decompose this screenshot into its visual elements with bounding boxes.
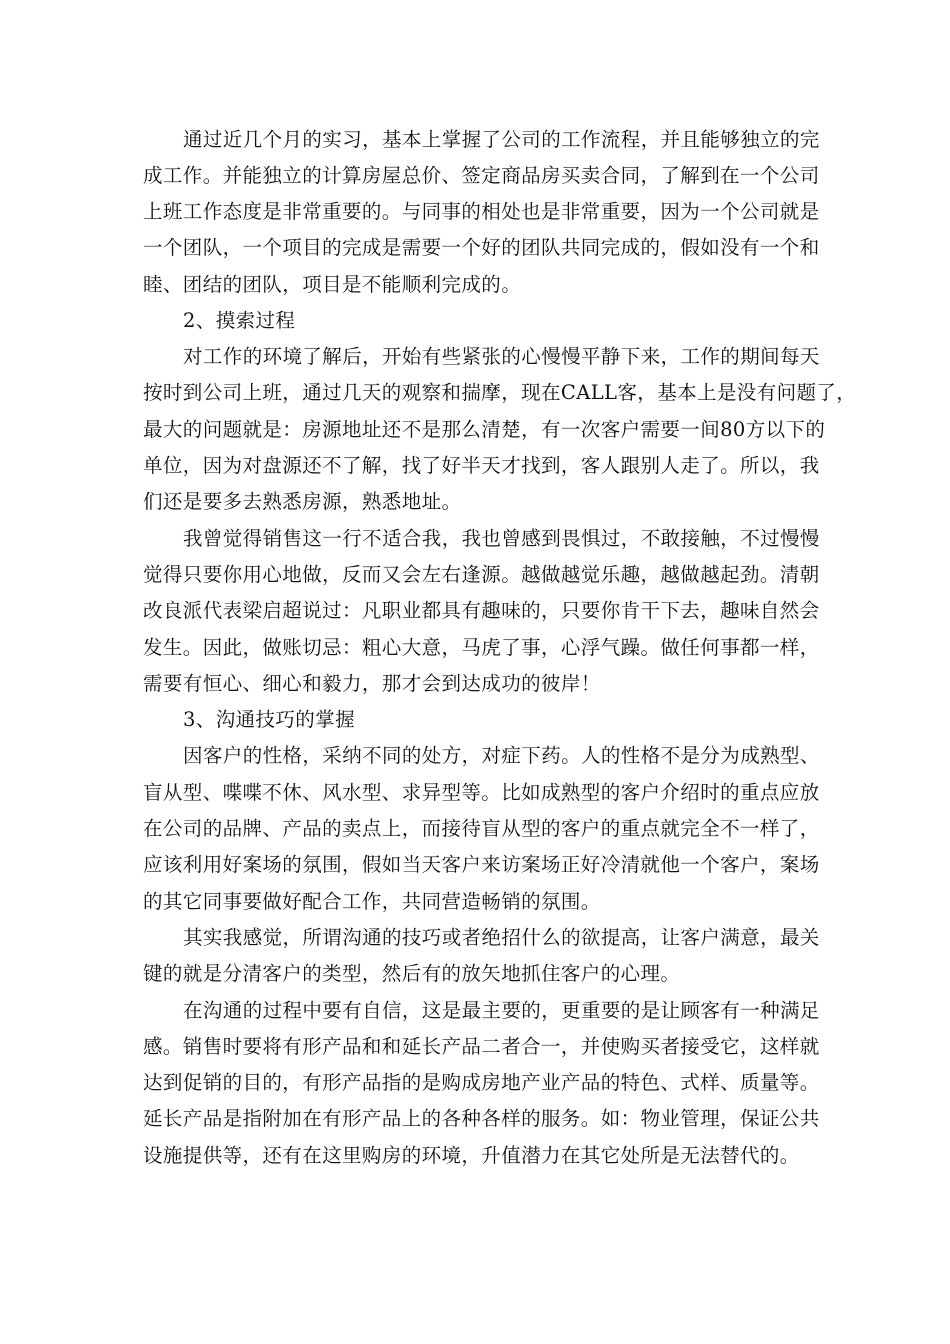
paragraph-line: 对工作的环境了解后，开始有些紧张的心慢慢平静下来，工作的期间每天 [183,345,820,368]
paragraph-line: 延长产品是指附加在有形产品上的各种各样的服务。如：物业管理，保证公共 [143,1107,820,1130]
section-heading: 3、沟通技巧的掌握 [183,708,356,731]
paragraph-line: 觉得只要你用心地做，反而又会左右逢源。越做越觉乐趣，越做越起劲。清朝 [143,563,820,586]
paragraph-line: 一个团队，一个项目的完成是需要一个好的团队共同完成的，假如没有一个和 [143,236,820,259]
paragraph-line: 睦、团结的团队，项目是不能顺利完成的。 [143,273,522,296]
paragraph-line: 应该利用好案场的氛围，假如当天客户来访案场正好冷清就他一个客户，案场 [143,853,820,876]
paragraph-line: 在沟通的过程中要有自信，这是最主要的，更重要的是让顾客有一种满足 [183,999,820,1022]
paragraph-line: 发生。因此，做账切忌：粗心大意，马虎了事，心浮气躁。做任何事都一样， [143,636,820,659]
section-heading: 2、摸索过程 [183,309,296,332]
paragraph-line: 改良派代表梁启超说过：凡职业都具有趣味的，只要你肯干下去，趣味自然会 [143,599,820,622]
paragraph-line: 其实我感觉，所谓沟通的技巧或者绝招什么的欲提高，让客户满意，最关 [183,926,820,949]
paragraph-line: 通过近几个月的实习，基本上掌握了公司的工作流程，并且能够独立的完 [183,128,820,151]
paragraph-line: 按时到公司上班，通过几天的观察和揣摩，现在CALL客，基本上是没有问题了， [143,381,857,404]
paragraph-line: 们还是要多去熟悉房源，熟悉地址。 [143,490,462,513]
paragraph-line: 感。销售时要将有形产品和和延长产品二者合一，并使购买者接受它，这样就 [143,1035,820,1058]
paragraph-line: 键的就是分清客户的类型，然后有的放矢地抓住客户的心理。 [143,962,681,985]
paragraph-line: 盲从型、喋喋不休、风水型、求异型等。比如成熟型的客户介绍时的重点应放 [143,781,820,804]
paragraph-line: 的其它同事要做好配合工作，共同营造畅销的氛围。 [143,890,601,913]
paragraph-line: 最大的问题就是：房源地址还不是那么清楚，有一次客户需要一间80方以下的 [143,418,826,441]
paragraph-line: 上班工作态度是非常重要的。与同事的相处也是非常重要，因为一个公司就是 [143,200,820,223]
paragraph-line: 达到促销的目的，有形产品指的是购成房地产业产品的特色、式样、质量等。 [143,1071,820,1094]
paragraph-line: 成工作。并能独立的计算房屋总价、签定商品房买卖合同，了解到在一个公司 [143,164,820,187]
paragraph-line: 我曾觉得销售这一行不适合我，我也曾感到畏惧过，不敢接触，不过慢慢 [183,527,820,550]
paragraph-line: 设施提供等，还有在这里购房的环境，升值潜力在其它处所是无法替代的。 [143,1144,800,1167]
paragraph-line: 在公司的品牌、产品的卖点上，而接待盲从型的客户的重点就完全不一样了， [143,817,820,840]
paragraph-line: 需要有恒心、细心和毅力，那才会到达成功的彼岸！ [143,672,601,695]
paragraph-line: 因客户的性格，采纳不同的处方，对症下药。人的性格不是分为成熟型、 [183,744,820,767]
paragraph-line: 单位，因为对盘源还不了解，找了好半天才找到，客人跟别人走了。所以，我 [143,454,820,477]
